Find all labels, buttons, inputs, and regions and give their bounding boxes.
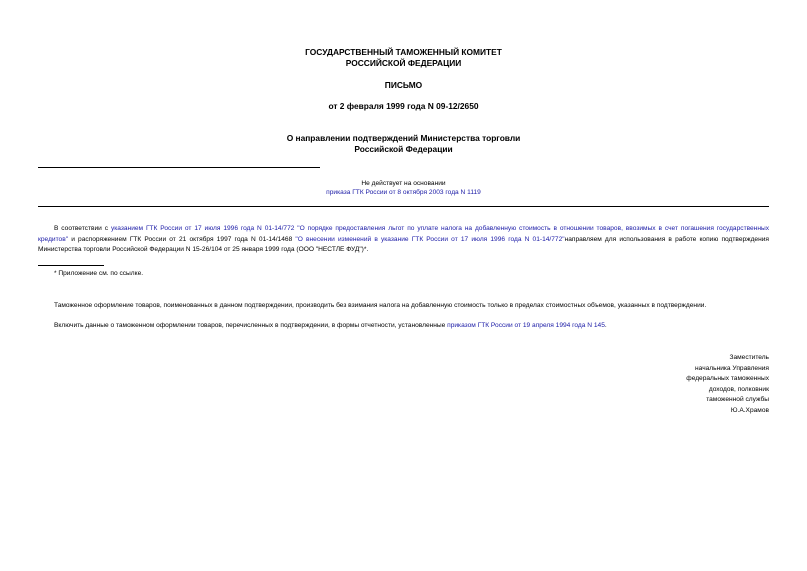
signature-line5: таможенной службы [706,396,769,404]
doc-date-number: от 2 февраля 1999 года N 09-12/2650 [328,101,479,111]
divider-bottom [38,206,769,207]
document-header [0,47,807,68]
p1-text-a: В соответствии с [54,225,111,232]
org-name-line2: РОССИЙСКОЙ ФЕДЕРАЦИИ [345,57,462,68]
paragraph-2: Таможенное оформление товаров, поименованных в данном подтверждении, производить без взимания налога на добавленную стоимость только в пределах стоимостных объемов, указанных в подтверждении. [54,302,707,309]
status-note [0,179,807,197]
order-1468-link[interactable]: "О внесении изменений в указание ГТК России от 17 июля 1996 года N 01-14/772" [295,235,565,243]
org-name-line1: ГОСУДАРСТВЕННЫЙ ТАМОЖЕННЫЙ КОМИТЕТ [305,47,502,57]
subject-line1: О направлении подтверждений Министерства торговли [286,133,521,143]
footnote-divider [38,265,104,266]
order-772-link[interactable]: указанием ГТК России от 17 июля 1996 года N 01-14/772 "О порядке предоставления льгот по уплате налога на добавленную стоимость в отношении товаров, ввозимых в счет погашения государственных кредитов" [38,225,770,243]
signature-line4: доходов, полковник [708,385,769,393]
paragraph-3 [54,321,769,332]
signature-block [619,353,769,417]
order-145-link[interactable]: приказом ГТК России от 19 апреля 1994 года N 145 [447,322,605,329]
paragraph-1 [38,224,769,256]
status-note-link[interactable]: приказа ГТК России от 8 октября 2003 года N 1119 [326,189,481,196]
p3-text-a: Включить данные о таможенном оформлении товаров, перечисленных в подтверждении, в формы отчетности, установленные [54,322,448,329]
signature-name: Ю.А.Храмов [730,406,769,414]
divider-top [38,167,320,168]
signature-line1: Заместитель [729,354,769,361]
signature-line3: федеральных таможенных [686,375,769,383]
subject-line2: Российской Федерации [354,143,453,154]
doc-type: ПИСЬМО [384,80,423,90]
p1-text-c: направляем для использования в работе копию подтверждения Министерства торговли Российской Федерации N 15-26/104 от 25 января 1999 года (ООО "НЕСТЛЕ ФУД")*. [38,235,769,253]
status-note-text: Не действует на основании [361,180,446,187]
signature-line2: начальника Управления [695,364,769,372]
p1-text-b: и распоряжением ГТК России от 21 октября 1997 года N 01-14/1468 [68,235,296,243]
p3-text-b: . [604,322,607,329]
doc-subject [0,133,807,154]
footnote: * Приложение см. по ссылке. [54,270,144,277]
